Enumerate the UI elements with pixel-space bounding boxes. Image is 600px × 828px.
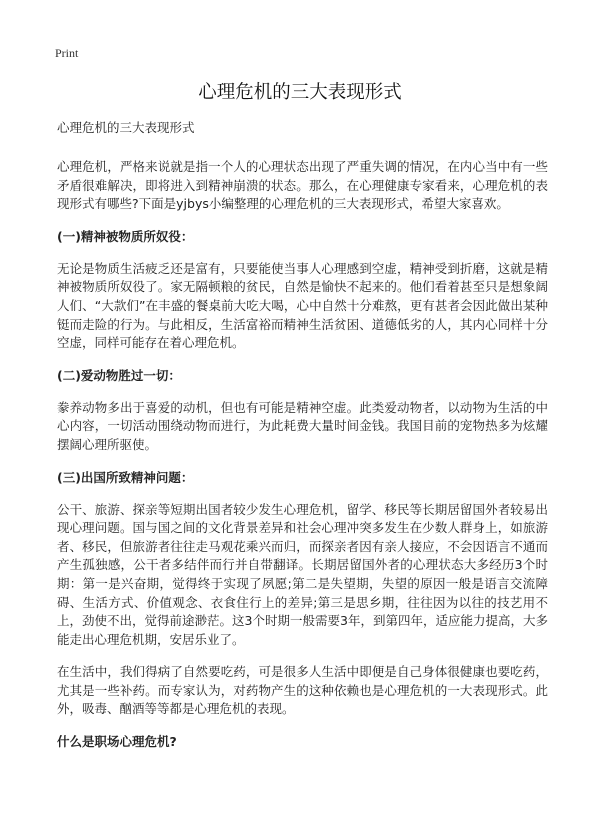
page-title: 心理危机的三大表现形式 [198, 82, 402, 103]
section-4-heading: 什么是职场心理危机? [57, 734, 177, 750]
article-subtitle: 心理危机的三大表现形式 [57, 120, 195, 135]
print-link[interactable]: Print [55, 46, 79, 60]
section-3-heading: (三)出国所致精神问题： [57, 469, 194, 485]
article-body [57, 118, 548, 765]
section-3-paragraph-2: 在生活中，我们得病了自然要吃药，可是很多人生活中即便是自己身体很健康也要吃药，尤其是一些补药。而专家认为，对药物产生的这种依赖也是心理危机的一大表现形式。此外，吸毒、酗酒等等都是心理危机的表现。 [57, 664, 548, 717]
section-2-paragraph: 豢养动物多出于喜爱的动机，但也有可能是精神空虚。此类爱动物者，以动物为生活的中心内容，一切活动围绕动物而进行，为此耗费大量时间金钱。我国目前的宠物热多为炫耀摆阔心理所驱使。 [57, 399, 548, 452]
section-1-heading: (一)精神被物质所奴役： [57, 228, 194, 244]
section-1-paragraph: 无论是物质生活疲乏还是富有，只要能使当事人心理感到空虚，精神受到折磨，这就是精神被物质所奴役了。家无隔顿粮的贫民，自然是愉快不起来的。他们看着甚至只是想象阔人们、“大款们”在丰盛的餐桌前大吃大喝，心中自然十分难熬，更有甚者会因此做出某种铤而走险的行为。与此相反，生活富裕而精神生活贫困、道德低劣的人，其内心同样十分空虚，同样可能存在着心理危机。 [57, 260, 548, 351]
intro-paragraph: 心理危机，严格来说就是指一个人的心理状态出现了严重失调的情况，在内心当中有一些矛盾很难解决，即将进入到精神崩溃的状态。那么，在心理健康专家看来，心理危机的表现形式有哪些?下面是yjbys小编整理的心理危机的三大表现形式，希望大家喜欢。 [57, 159, 548, 212]
section-2-heading: (二)爱动物胜过一切： [57, 367, 181, 383]
section-3-paragraph: 公干、旅游、探亲等短期出国者较少发生心理危机，留学、移民等长期居留国外者较易出现心理问题。国与国之间的文化背景差异和社会心理冲突多发生在少数人群身上，如旅游者、移民，但旅游者往往走马观花乘兴而归，而探亲者因有亲人接应，不会因语言不通而产生孤独感，公干者多结伴而行并自带翻译。长期居留国外者的心理状态大多经历3个时期：第一是兴奋期，觉得终于实现了夙愿;第二是失望期，失望的原因一般是语言交流障碍、生活方式、价值观念、衣食住行上的差异;第三是思乡期，往往因为以往的技艺用不上，劲使不出，觉得前途渺茫。这3个时期一般需要3年，到第四年，适应能力提高，大多能走出心理危机期，安居乐业了。 [57, 501, 548, 647]
